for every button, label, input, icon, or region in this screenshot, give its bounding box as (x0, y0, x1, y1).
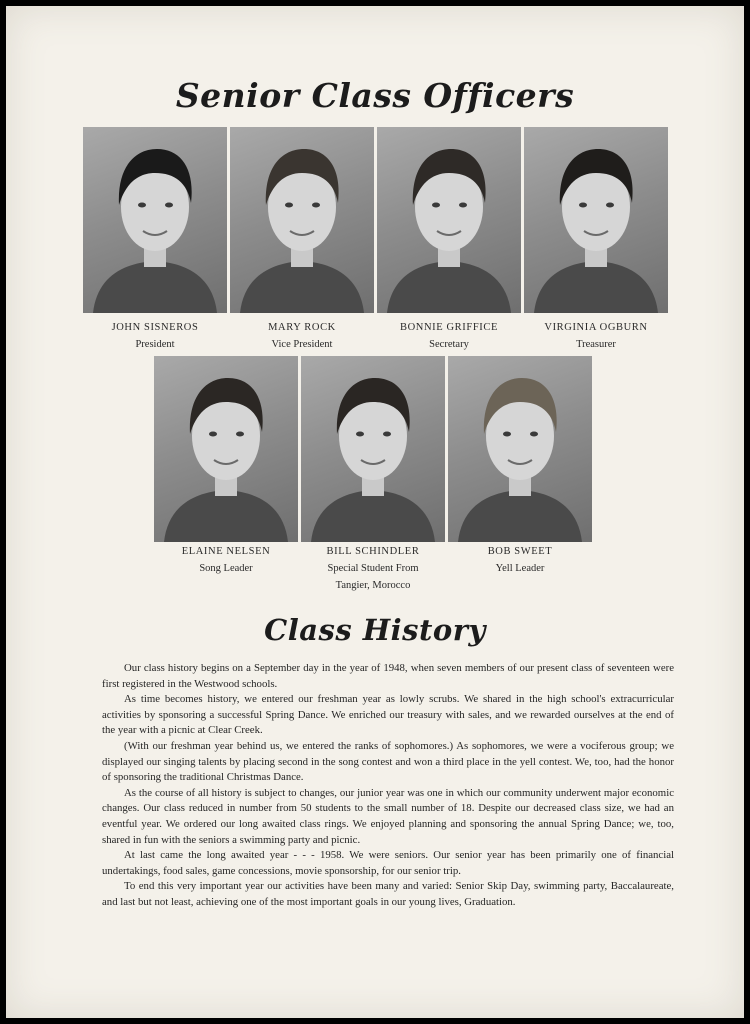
person-silhouette-icon (301, 356, 445, 542)
history-paragraph: Our class history begins on a September day in the year of 1948, when seven members of our present class of seventeen were first registered in the Westwood schools. (102, 662, 674, 690)
portrait-john-sisneros (83, 127, 227, 313)
officer-name: BONNIE GRIFFICE (400, 322, 498, 333)
officer-role: Yell Leader (495, 563, 545, 574)
history-paragraph: As the course of all history is subject to changes, our junior year was one in which our community underwent major economic changes. Our class reduced in number from 50 students to the small number of 18. Despite our decreased class size, we had an eventful year. We ordered our long awaited class rings. We enjoyed planning and sponsoring the annual Spring Dance; we, too, shared in fun with the seniors a swimming party and picnic. (102, 786, 674, 846)
person-silhouette-icon (83, 127, 227, 313)
person-silhouette-icon (448, 356, 592, 542)
person-silhouette-icon (377, 127, 521, 313)
officer-role: Secretary (429, 339, 469, 350)
officer-name: ELAINE NELSEN (181, 546, 271, 557)
officer-name: BILL SCHINDLER (326, 546, 420, 557)
portrait-bob-sweet (448, 356, 592, 542)
officer-name: JOHN SISNEROS (111, 322, 199, 333)
history-paragraph: As time becomes history, we entered our freshman year as lowly scrubs. We shared in the high school's extracurricular activities by sponsoring a successful Spring Dance. We enriched our treasury with sales, and we rewarded ourselves at the end of the year with a picnic at Clear Creek. (102, 693, 674, 737)
portrait-virginia-ogburn (524, 127, 668, 313)
portrait-bonnie-griffice (377, 127, 521, 313)
officer-role-line2: Tangier, Morocco (335, 580, 411, 591)
officer-role: Song Leader (199, 563, 253, 574)
history-paragraph: At last came the long awaited year - - - 1958. We were seniors. Our senior year has been primarily one of financial undertakings, food sales, game concessions, movie sponsorship, for our senior trip. (102, 849, 674, 877)
caption-mary-rock (217, 319, 387, 353)
caption-virginia-ogburn (511, 319, 681, 353)
caption-elaine-nelsen (141, 543, 311, 577)
history-paragraph: (With our freshman year behind us, we entered the ranks of sophomores.) As sophomores, we were a vociferous group; we displayed our singing talents by placing second in the song contest and won a third place in the yell contest. We, too, had the honor of sponsoring the traditional Christmas Dance. (102, 739, 674, 784)
portrait-elaine-nelsen (154, 356, 298, 542)
history-paragraph: To end this very important year our activities have been many and varied: Senior Skip Day, swimming party, Baccalaureate, and last but not least, achieving one of the most important goals in our young lives, Graduation. (102, 880, 674, 908)
officer-role: Vice President (271, 339, 333, 350)
person-silhouette-icon (154, 356, 298, 542)
officer-role: Treasurer (576, 339, 616, 350)
caption-bonnie-griffice (364, 319, 534, 353)
portrait-mary-rock (230, 127, 374, 313)
officer-name: MARY ROCK (268, 322, 336, 333)
officer-role: President (135, 339, 175, 350)
officer-name: VIRGINIA OGBURN (544, 322, 648, 333)
caption-bob-sweet (435, 543, 605, 577)
person-silhouette-icon (524, 127, 668, 313)
officer-name: BOB SWEET (487, 546, 553, 557)
history-title: Class History (264, 613, 486, 647)
person-silhouette-icon (230, 127, 374, 313)
portrait-bill-schindler (301, 356, 445, 542)
caption-bill-schindler (288, 543, 458, 594)
class-history-text (102, 661, 674, 911)
officer-role: Special Student From (327, 563, 419, 574)
caption-john-sisneros (70, 319, 240, 353)
officers-title: Senior Class Officers (175, 76, 575, 115)
yearbook-page (6, 6, 744, 1018)
